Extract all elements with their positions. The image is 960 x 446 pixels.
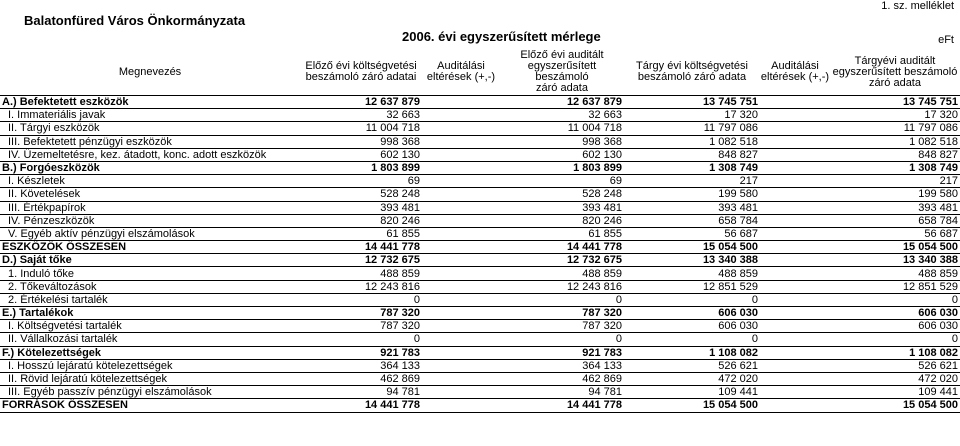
table-row [0, 201, 960, 214]
cell-value: 32 663 [300, 109, 422, 122]
column-header-curr-budget: Tárgy évi költségvetési beszámoló záró adata [636, 60, 748, 83]
cell-value [760, 161, 830, 174]
table-row [0, 161, 960, 174]
cell-value: 606 030 [830, 307, 960, 320]
cell-value [760, 359, 830, 372]
cell-value: 602 130 [300, 148, 422, 161]
column-header-curr-audit-diff: Auditálási eltérések (+,-) [760, 60, 830, 83]
table-row [0, 122, 960, 135]
cell-value: 528 248 [300, 188, 422, 201]
cell-value: 12 637 879 [300, 96, 422, 109]
row-label: 1. Induló tőke [0, 267, 300, 280]
cell-value: 528 248 [500, 188, 624, 201]
row-label: V. Egyéb aktív pénzügyi elszámolások [0, 227, 300, 240]
cell-value [760, 201, 830, 214]
row-label: E.) Tartalékok [0, 307, 300, 320]
cell-value: 12 732 675 [500, 254, 624, 267]
row-label: ESZKÖZÖK ÖSSZESEN [0, 241, 300, 254]
cell-value: 462 869 [300, 372, 422, 385]
cell-value: 1 308 749 [624, 161, 760, 174]
column-header-prev-audited: Előző évi auditált egyszerűsített beszámoló záró adata [520, 49, 604, 94]
cell-value [422, 254, 500, 267]
cell-value: 14 441 778 [300, 241, 422, 254]
cell-value: 1 082 518 [624, 135, 760, 148]
row-label: III. Befektetett pénzügyi eszközök [0, 135, 300, 148]
cell-value: 998 368 [500, 135, 624, 148]
cell-value: 0 [624, 293, 760, 306]
cell-value [422, 267, 500, 280]
cell-value: 12 851 529 [624, 280, 760, 293]
cell-value [422, 241, 500, 254]
cell-value: 14 441 778 [500, 399, 624, 412]
table-row [0, 254, 960, 267]
cell-value: 17 320 [624, 109, 760, 122]
table-row [0, 214, 960, 227]
balance-sheet-table [0, 95, 960, 413]
table-row [0, 320, 960, 333]
table-row [0, 372, 960, 385]
cell-value [422, 109, 500, 122]
table-row [0, 135, 960, 148]
cell-value: 1 108 082 [624, 346, 760, 359]
cell-value [760, 307, 830, 320]
cell-value: 526 621 [624, 359, 760, 372]
table-row [0, 359, 960, 372]
cell-value [760, 148, 830, 161]
cell-value [422, 333, 500, 346]
table-row [0, 386, 960, 399]
cell-value: 658 784 [624, 214, 760, 227]
table-row [0, 399, 960, 412]
table-row [0, 280, 960, 293]
cell-value: 56 687 [624, 227, 760, 240]
cell-value [422, 293, 500, 306]
organization-name: Balatonfüred Város Önkormányzata [24, 13, 246, 28]
cell-value [760, 267, 830, 280]
cell-value [760, 333, 830, 346]
cell-value [760, 227, 830, 240]
row-label: III. Értékpapírok [0, 201, 300, 214]
cell-value: 109 441 [830, 386, 960, 399]
cell-value: 12 732 675 [300, 254, 422, 267]
cell-value: 17 320 [830, 109, 960, 122]
table-row [0, 227, 960, 240]
cell-value [422, 122, 500, 135]
cell-value: 217 [830, 175, 960, 188]
cell-value [760, 293, 830, 306]
cell-value: 11 004 718 [300, 122, 422, 135]
row-label: II. Rövid lejáratú kötelezettségek [0, 372, 300, 385]
cell-value [760, 214, 830, 227]
cell-value: 94 781 [300, 386, 422, 399]
cell-value: 13 340 388 [830, 254, 960, 267]
unit-label: eFt [938, 34, 954, 46]
cell-value [760, 320, 830, 333]
table-row [0, 307, 960, 320]
annex-label: 1. sz. melléklet [881, 0, 954, 12]
row-label: FORRÁSOK ÖSSZESEN [0, 399, 300, 412]
column-header-curr-audited: Tárgyévi auditált egyszerűsített beszámoló záró adata [832, 54, 958, 89]
cell-value: 13 340 388 [624, 254, 760, 267]
cell-value: 787 320 [500, 320, 624, 333]
cell-value: 12 637 879 [500, 96, 624, 109]
cell-value: 12 851 529 [830, 280, 960, 293]
cell-value: 526 621 [830, 359, 960, 372]
row-label: B.) Forgóeszközök [0, 161, 300, 174]
cell-value: 1 803 899 [500, 161, 624, 174]
table-row [0, 267, 960, 280]
cell-value: 0 [624, 333, 760, 346]
cell-value: 606 030 [830, 320, 960, 333]
row-label: I. Hosszú lejáratú kötelezettségek [0, 359, 300, 372]
cell-value [422, 359, 500, 372]
cell-value [760, 386, 830, 399]
cell-value: 0 [300, 333, 422, 346]
cell-value: 488 859 [500, 267, 624, 280]
cell-value: 921 783 [300, 346, 422, 359]
table-row [0, 346, 960, 359]
cell-value: 472 020 [830, 372, 960, 385]
cell-value [422, 175, 500, 188]
table-row [0, 148, 960, 161]
cell-value [422, 227, 500, 240]
cell-value [422, 399, 500, 412]
cell-value [422, 386, 500, 399]
row-label: IV. Pénzeszközök [0, 214, 300, 227]
cell-value [760, 135, 830, 148]
cell-value: 15 054 500 [624, 399, 760, 412]
cell-value [422, 161, 500, 174]
table-row [0, 96, 960, 109]
cell-value: 606 030 [624, 320, 760, 333]
table-row [0, 109, 960, 122]
column-header-prev-audit-diff: Auditálási eltérések (+,-) [426, 60, 496, 83]
cell-value [760, 254, 830, 267]
cell-value: 69 [300, 175, 422, 188]
cell-value: 94 781 [500, 386, 624, 399]
cell-value [760, 109, 830, 122]
cell-value: 14 441 778 [500, 241, 624, 254]
cell-value [422, 214, 500, 227]
cell-value [760, 175, 830, 188]
cell-value: 658 784 [830, 214, 960, 227]
row-label: A.) Befektetett eszközök [0, 96, 300, 109]
row-label: I. Költségvetési tartalék [0, 320, 300, 333]
table-row [0, 293, 960, 306]
cell-value: 61 855 [300, 227, 422, 240]
cell-value: 393 481 [830, 201, 960, 214]
cell-value: 921 783 [500, 346, 624, 359]
cell-value [760, 372, 830, 385]
cell-value: 12 243 816 [500, 280, 624, 293]
cell-value: 393 481 [500, 201, 624, 214]
cell-value: 0 [300, 293, 422, 306]
cell-value: 787 320 [300, 307, 422, 320]
row-label: 2. Tőkeváltozások [0, 280, 300, 293]
cell-value [422, 96, 500, 109]
row-label: F.) Kötelezettségek [0, 346, 300, 359]
cell-value: 12 243 816 [300, 280, 422, 293]
cell-value [422, 148, 500, 161]
cell-value: 0 [830, 333, 960, 346]
cell-value: 393 481 [624, 201, 760, 214]
cell-value: 787 320 [500, 307, 624, 320]
cell-value [422, 320, 500, 333]
cell-value: 998 368 [300, 135, 422, 148]
column-header-name: Megnevezés [118, 65, 182, 78]
cell-value: 1 308 749 [830, 161, 960, 174]
cell-value: 11 004 718 [500, 122, 624, 135]
cell-value: 199 580 [830, 188, 960, 201]
cell-value: 56 687 [830, 227, 960, 240]
cell-value: 848 827 [830, 148, 960, 161]
row-label: IV. Üzemeltetésre, kez. átadott, konc. adott eszközök [0, 148, 300, 161]
table-row [0, 188, 960, 201]
cell-value: 11 797 086 [624, 122, 760, 135]
cell-value: 199 580 [624, 188, 760, 201]
cell-value: 462 869 [500, 372, 624, 385]
cell-value [760, 188, 830, 201]
cell-value: 32 663 [500, 109, 624, 122]
table-row [0, 241, 960, 254]
row-label: I. Készletek [0, 175, 300, 188]
cell-value [422, 188, 500, 201]
cell-value [422, 307, 500, 320]
cell-value: 69 [500, 175, 624, 188]
cell-value: 488 859 [300, 267, 422, 280]
cell-value: 11 797 086 [830, 122, 960, 135]
cell-value: 1 082 518 [830, 135, 960, 148]
cell-value: 488 859 [624, 267, 760, 280]
row-label: II. Követelések [0, 188, 300, 201]
cell-value: 1 803 899 [300, 161, 422, 174]
cell-value: 820 246 [300, 214, 422, 227]
cell-value [760, 346, 830, 359]
row-label: II. Vállalkozási tartalék [0, 333, 300, 346]
cell-value: 820 246 [500, 214, 624, 227]
cell-value: 472 020 [624, 372, 760, 385]
table-row [0, 333, 960, 346]
table-row [0, 175, 960, 188]
page-title: 2006. évi egyszerűsített mérlege [402, 29, 601, 44]
cell-value: 217 [624, 175, 760, 188]
cell-value: 0 [830, 293, 960, 306]
cell-value [760, 280, 830, 293]
cell-value: 14 441 778 [300, 399, 422, 412]
cell-value [422, 280, 500, 293]
cell-value: 109 441 [624, 386, 760, 399]
row-label: I. Immateriális javak [0, 109, 300, 122]
cell-value: 364 133 [300, 359, 422, 372]
cell-value [422, 201, 500, 214]
cell-value [760, 96, 830, 109]
column-header-prev-budget: Előző évi költségvetési beszámoló záró adatai [305, 60, 417, 83]
cell-value [422, 135, 500, 148]
cell-value [760, 399, 830, 412]
cell-value: 848 827 [624, 148, 760, 161]
cell-value: 13 745 751 [830, 96, 960, 109]
cell-value: 1 108 082 [830, 346, 960, 359]
cell-value: 606 030 [624, 307, 760, 320]
cell-value [422, 372, 500, 385]
cell-value [760, 241, 830, 254]
cell-value: 15 054 500 [830, 399, 960, 412]
row-label: II. Tárgyi eszközök [0, 122, 300, 135]
cell-value: 15 054 500 [830, 241, 960, 254]
cell-value: 15 054 500 [624, 241, 760, 254]
cell-value: 602 130 [500, 148, 624, 161]
cell-value: 0 [500, 293, 624, 306]
row-label: D.) Saját tőke [0, 254, 300, 267]
row-label: III. Egyéb passzív pénzügyi elszámolások [0, 386, 300, 399]
cell-value [760, 122, 830, 135]
cell-value: 488 859 [830, 267, 960, 280]
cell-value: 13 745 751 [624, 96, 760, 109]
cell-value: 787 320 [300, 320, 422, 333]
cell-value: 393 481 [300, 201, 422, 214]
cell-value: 61 855 [500, 227, 624, 240]
cell-value [422, 346, 500, 359]
cell-value: 364 133 [500, 359, 624, 372]
row-label: 2. Értékelési tartalék [0, 293, 300, 306]
cell-value: 0 [500, 333, 624, 346]
